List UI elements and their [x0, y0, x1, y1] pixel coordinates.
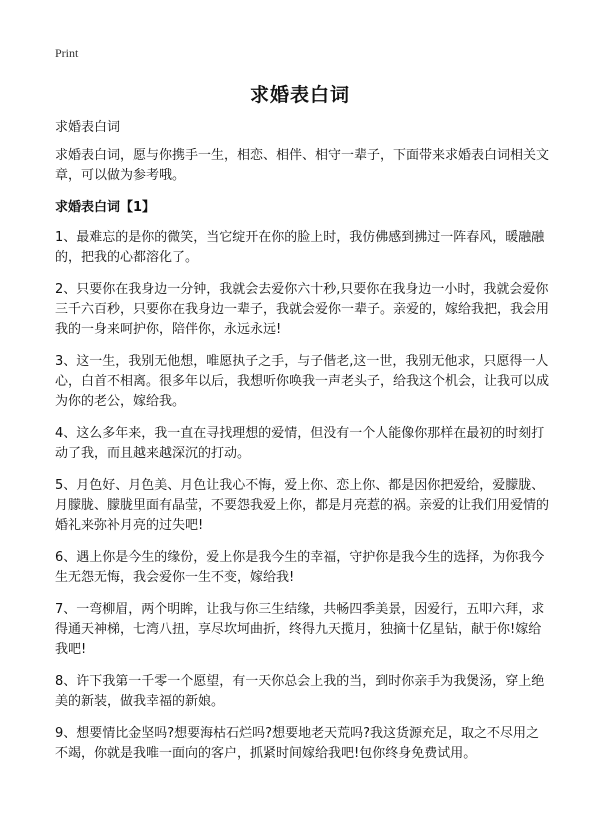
paragraph-6: 6、遇上你是今生的缘份，爱上你是我今生的幸福，守护你是我今生的选择，为你我今生无怨无悔，我会爱你一生不变，嫁给我! [55, 550, 545, 585]
paragraph-4: 4、这么多年来，我一直在寻找理想的爱情，但没有一个人能像你那样在最初的时刻打动了我，而且越来越深沉的打动。 [55, 426, 545, 461]
subtitle: 求婚表白词 [55, 120, 121, 135]
intro-paragraph: 求婚表白词，愿与你携手一生，相恋、相伴、相守一辈子，下面带来求婚表白词相关文章，可以做为参考哦。 [55, 148, 550, 183]
page-title: 求婚表白词 [249, 84, 350, 106]
paragraph-9: 9、想要情比金坚吗?想要海枯石烂吗?想要地老天荒吗?我这货源充足，取之不尽用之不竭，你就是我唯一面向的客户，抓紧时间嫁给我吧!包你终身免费试用。 [55, 726, 539, 761]
section-heading: 求婚表白词【1】 [55, 200, 156, 215]
paragraph-3: 3、这一生，我别无他想，唯愿执子之手，与子偕老,这一世，我别无他求，只愿得一人心，白首不相离。很多年以后，我想听你唤我一声老头子，给我这个机会，让我可以成为你的老公，嫁给我。 [55, 354, 550, 409]
paragraph-7: 7、一弯柳眉，两个明眸，让我与你三生结缘，共畅四季美景，因爱行，五叩六拜，求得通天神梯，七湾八扭，享尽坎坷曲折，终得九天揽月，独摘十亿星钻，献于你!嫁给我吧! [55, 602, 545, 657]
paragraph-5: 5、月色好、月色美、月色让我心不悔，爱上你、恋上你、都是因你把爱给，爱朦胧、月朦胧、朦胧里面有晶莹，不要怨我爱上你，都是月亮惹的祸。亲爱的让我们用爱情的婚礼来弥补月亮的过失吧! [55, 478, 550, 533]
paragraph-2: 2、只要你在我身边一分钟，我就会去爱你六十秒,只要你在我身边一小时，我就会爱你三千六百秒，只要你在我身边一辈子，我就会爱你一辈子。亲爱的，嫁给我把，我会用我的一身来呵护你，陪伴你，永远永远! [55, 282, 550, 337]
article-body [55, 118, 550, 776]
paragraph-1: 1、最难忘的是你的微笑，当它绽开在你的脸上时，我仿佛感到拂过一阵春风，暖融融的，把我的心都溶化了。 [55, 230, 545, 265]
paragraph-8: 8、许下我第一千零一个愿望，有一天你总会上我的当，到时你亲手为我煲汤，穿上绝美的新装，做我幸福的新娘。 [55, 674, 545, 709]
print-link[interactable]: Print [55, 46, 79, 60]
